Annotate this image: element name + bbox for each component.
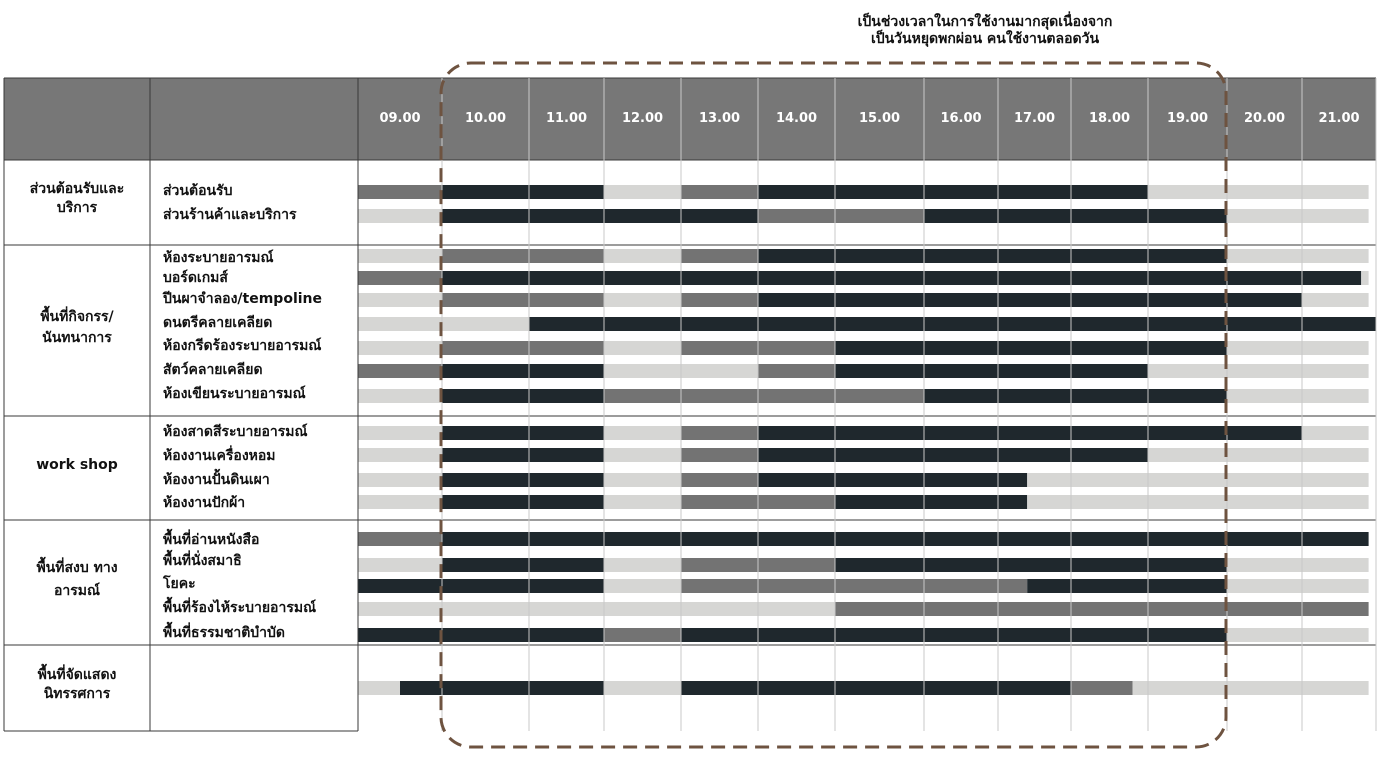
usage-bar [442, 185, 604, 199]
usage-bar [442, 448, 604, 462]
usage-bar [442, 558, 604, 572]
time-tick-label: 20.00 [1243, 111, 1286, 126]
time-tick-label: 16.00 [940, 111, 982, 126]
usage-bar [924, 209, 1227, 223]
usage-bar [358, 271, 442, 285]
usage-bar [358, 426, 442, 440]
usage-bar [358, 579, 604, 593]
group-label: พื้นที่กิจกรร/ [40, 309, 114, 325]
time-tick-label: 10.00 [464, 111, 507, 126]
usage-bar [1133, 681, 1369, 695]
usage-bar [358, 293, 442, 307]
group-label: นันทนาการ [42, 330, 112, 346]
usage-bar [1027, 579, 1227, 593]
annotation-line-2: เป็นวันหยุดพกผ่อน คนใช้งานตลอดวัน [870, 31, 1100, 47]
usage-bar [1361, 271, 1368, 285]
peak-period-highlight [441, 63, 1226, 747]
usage-bar [758, 249, 1227, 263]
time-tick-label: 15.00 [858, 111, 901, 126]
usage-bar [681, 473, 758, 487]
usage-bar [358, 602, 835, 616]
row-label: ห้องงานเครื่องหอม [163, 448, 276, 464]
usage-bar [1027, 495, 1368, 509]
row-label: ห้องเขียนระบายอารมณ์ [163, 386, 306, 402]
usage-bar [358, 249, 442, 263]
annotation-line-1: เป็นช่วงเวลาในการใช้งานมากสุดเนื่องจาก [857, 14, 1113, 30]
usage-bar [442, 341, 604, 355]
usage-bar [758, 364, 835, 378]
usage-bar [758, 473, 1027, 487]
usage-bar [358, 209, 442, 223]
group-label: ส่วนต้อนรับและ [29, 181, 125, 197]
row-label: สัตว์คลายเคลียด [163, 362, 263, 378]
time-tick-label: 21.00 [1318, 111, 1360, 126]
usage-bar [681, 426, 758, 440]
usage-bar [442, 364, 604, 378]
row-label: ห้องกรีดร้องระบายอารมณ์ [163, 338, 322, 354]
time-tick-label: 17.00 [1013, 111, 1056, 126]
usage-bar [835, 364, 1148, 378]
row-label: พื้นที่นั่งสมาธิ [163, 553, 242, 569]
usage-bar [1027, 473, 1368, 487]
row-label: บอร์ดเกมส์ [163, 270, 228, 286]
row-label: พื้นที่ร้องไห้ระบายอารมณ์ [163, 600, 317, 616]
usage-bar [835, 602, 1369, 616]
usage-bar [604, 681, 681, 695]
usage-bar [1227, 579, 1369, 593]
usage-bar [1227, 389, 1369, 403]
row-label: พื้นที่ธรรมชาติบำบัด [163, 625, 286, 641]
usage-bar [1227, 341, 1369, 355]
usage-bar [604, 293, 681, 307]
group-label: พื้นที่สงบ ทาง [36, 560, 118, 576]
usage-bar [442, 532, 1369, 546]
usage-bar [358, 473, 442, 487]
usage-bar [604, 426, 681, 440]
row-label: ห้องสาดสีระบายอารมณ์ [163, 424, 308, 440]
group-label: work shop [36, 457, 118, 473]
usage-bar [358, 558, 442, 572]
usage-bar [758, 448, 1148, 462]
usage-bar [758, 293, 1302, 307]
usage-bar [758, 209, 924, 223]
usage-bar [442, 293, 604, 307]
time-tick-label: 09.00 [379, 111, 421, 126]
row-label: ปีนผาจำลอง/tempoline [163, 291, 322, 307]
usage-bar [604, 448, 681, 462]
usage-bar [681, 628, 1227, 642]
usage-bar [604, 249, 681, 263]
usage-bar [604, 558, 681, 572]
row-label: โยคะ [163, 576, 196, 592]
usage-bar [681, 681, 1071, 695]
usage-bar [604, 341, 681, 355]
row-label: ห้องงานปักผ้า [163, 495, 246, 511]
usage-bar [604, 473, 681, 487]
group-label: บริการ [56, 200, 98, 216]
row-label: ห้องระบายอารมณ์ [163, 250, 274, 266]
usage-bar [358, 185, 442, 199]
usage-bar [358, 389, 442, 403]
usage-bar [442, 271, 1361, 285]
time-tick-label: 14.00 [775, 111, 818, 126]
usage-bar [681, 249, 758, 263]
time-tick-label: 19.00 [1166, 111, 1209, 126]
usage-bar [835, 558, 1227, 572]
usage-bar [1227, 209, 1369, 223]
usage-bar [604, 579, 681, 593]
row-label: ห้องงานปั้นดินเผา [163, 472, 270, 488]
usage-bar [358, 448, 442, 462]
usage-bar [358, 341, 442, 355]
usage-bar [1148, 364, 1369, 378]
usage-bar [442, 495, 604, 509]
usage-bar [924, 389, 1227, 403]
usage-bar [681, 293, 758, 307]
time-tick-label: 13.00 [698, 111, 741, 126]
usage-bar [358, 495, 442, 509]
time-tick-label: 12.00 [621, 111, 664, 126]
usage-bar [358, 364, 442, 378]
usage-bar [604, 185, 681, 199]
usage-bar [1227, 628, 1369, 642]
usage-bar [604, 389, 924, 403]
usage-bar [604, 628, 681, 642]
row-label: ส่วนร้านค้าและบริการ [163, 207, 297, 223]
usage-bar [400, 681, 604, 695]
usage-bar [358, 628, 604, 642]
usage-bar [681, 448, 758, 462]
usage-bar [358, 681, 400, 695]
usage-bar [1071, 681, 1133, 695]
group-label: พื้นที่จัดแสดง [37, 667, 117, 683]
usage-bar [1302, 293, 1369, 307]
usage-bar [1148, 448, 1369, 462]
usage-bar [442, 249, 604, 263]
usage-bar [358, 317, 529, 331]
usage-bar [1148, 185, 1369, 199]
time-tick-label: 11.00 [545, 111, 588, 126]
usage-bar [1227, 558, 1369, 572]
group-label: นิทรรศการ [43, 686, 111, 702]
usage-bar [442, 389, 604, 403]
row-label: ส่วนต้อนรับ [163, 183, 233, 199]
usage-bar [681, 579, 1027, 593]
row-label: ดนตรีคลายเคลียด [163, 315, 273, 331]
usage-bar [1227, 249, 1369, 263]
usage-bar [604, 495, 681, 509]
row-label: พื้นที่อ่านหนังสือ [163, 532, 260, 548]
usage-bar [442, 473, 604, 487]
usage-bar [758, 426, 1302, 440]
group-label: อารมณ์ [53, 583, 101, 599]
usage-bar [681, 185, 758, 199]
usage-bar [442, 426, 604, 440]
usage-bar [835, 341, 1227, 355]
usage-bar [442, 209, 758, 223]
usage-bar [1302, 426, 1369, 440]
time-tick-label: 18.00 [1088, 111, 1131, 126]
usage-bar [529, 317, 1376, 331]
usage-bar [758, 185, 1148, 199]
usage-bar [358, 532, 442, 546]
